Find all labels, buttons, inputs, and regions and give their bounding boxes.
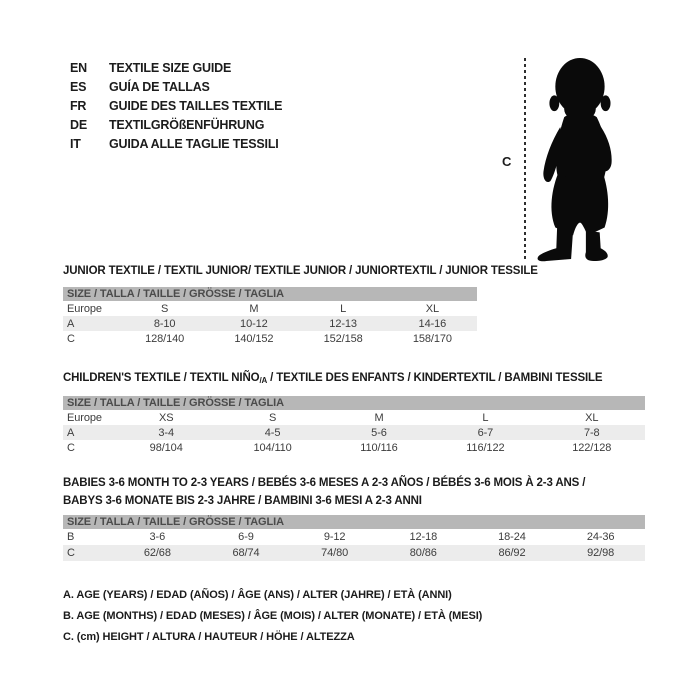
table-row — [63, 410, 645, 425]
size-cell: 98/104 — [149, 441, 183, 454]
language-code: EN — [70, 61, 87, 75]
row-label-cell: Europe — [67, 411, 102, 424]
babies-table-title — [63, 474, 645, 510]
note-age-years: A. AGE (YEARS) / EDAD (AÑOS) / ÂGE (ANS) / ALTER (JAHRE) / ETÀ (ANNI) — [63, 589, 452, 601]
size-cell: 68/74 — [232, 547, 260, 559]
babies-title-line2: BABYS 3-6 MONATE BIS 2-3 JAHRE / BAMBINI 3-6 MESI A 2-3 ANNI — [63, 495, 422, 507]
junior-table-title: JUNIOR TEXTILE / TEXTIL JUNIOR/ TEXTILE JUNIOR / JUNIORTEXTIL / JUNIOR TESSILE — [63, 265, 538, 277]
table-row — [63, 440, 645, 455]
size-cell: XL — [425, 302, 439, 315]
size-cell: M — [249, 302, 259, 315]
list-item — [70, 135, 282, 154]
size-cell: 152/158 — [323, 332, 363, 345]
language-title-list — [70, 59, 282, 154]
guide-title-es: GUÍA DE TALLAS — [109, 80, 210, 94]
note-height-cm: C. (cm) HEIGHT / ALTURA / HAUTEUR / HÖHE / ALTEZZA — [63, 631, 355, 643]
size-cell: 14-16 — [418, 317, 447, 330]
size-cell: 116/122 — [466, 441, 505, 454]
row-label-cell: A — [67, 426, 75, 439]
row-label-cell: C — [67, 332, 75, 345]
size-cell: 86/92 — [498, 547, 526, 559]
row-label-cell: C — [67, 441, 75, 454]
language-code: ES — [70, 80, 87, 94]
children-title-subscript: /A — [259, 376, 268, 385]
size-cell: 10-12 — [240, 317, 268, 330]
table-row — [63, 425, 645, 440]
size-cell: S — [161, 302, 169, 315]
size-cell: 140/152 — [234, 332, 274, 345]
language-code: DE — [70, 118, 87, 132]
size-cell: XL — [585, 411, 599, 424]
table-row — [63, 331, 477, 346]
table-row — [63, 316, 477, 331]
size-cell: 6-9 — [238, 531, 254, 543]
table-row — [63, 529, 645, 545]
size-cell: S — [268, 411, 277, 424]
size-header-bar: SIZE / TALLA / TAILLE / GRÖSSE / TAGLIA — [63, 396, 645, 410]
guide-title-fr: GUIDE DES TAILLES TEXTILE — [109, 99, 283, 113]
size-header-bar: SIZE / TALLA / TAILLE / GRÖSSE / TAGLIA — [63, 515, 645, 529]
size-cell: XS — [158, 411, 174, 424]
size-cell: 158/170 — [412, 332, 452, 345]
size-cell: 24-36 — [586, 531, 615, 543]
size-cell: 3-4 — [158, 426, 174, 439]
size-cell: 62/68 — [143, 547, 171, 559]
junior-size-table — [63, 265, 538, 346]
note-age-months: B. AGE (MONTHS) / EDAD (MESES) / ÂGE (MOIS) / ALTER (MONATE) / ETÀ (MESI) — [63, 610, 483, 622]
size-cell: M — [374, 411, 384, 424]
size-cell: 3-6 — [149, 531, 166, 543]
size-cell: 12-18 — [409, 531, 438, 543]
language-code: IT — [70, 137, 81, 151]
height-marker-label: C — [502, 154, 512, 169]
size-cell: 110/116 — [360, 441, 398, 454]
children-table-title — [63, 372, 645, 387]
size-cell: 18-24 — [498, 531, 526, 543]
size-cell: 7-8 — [583, 426, 600, 439]
list-item — [70, 97, 282, 116]
size-cell: 80/86 — [409, 547, 437, 559]
children-size-table — [63, 372, 645, 455]
language-code: FR — [70, 99, 87, 113]
size-cell: 104/110 — [253, 441, 292, 454]
row-label-cell: C — [67, 547, 75, 559]
legend-notes — [63, 585, 482, 648]
height-measure-dashed-line — [524, 58, 526, 260]
size-cell: 8-10 — [153, 317, 176, 330]
list-item — [70, 59, 282, 78]
row-label-cell: A — [67, 317, 75, 330]
table-row — [63, 545, 645, 561]
guide-title-de: TEXTILGRÖßENFÜHRUNG — [109, 118, 265, 132]
size-cell: 6-7 — [477, 426, 494, 439]
size-cell: 122/128 — [572, 441, 612, 454]
size-cell: 128/140 — [145, 332, 185, 345]
children-title-suffix: / TEXTILE DES ENFANTS / KINDERTEXTIL / BAMBINI TESSILE — [267, 372, 603, 384]
size-cell: 74/80 — [321, 547, 349, 559]
children-title-prefix: CHILDREN'S TEXTILE / TEXTIL NIÑO — [63, 372, 260, 384]
guide-title-en: TEXTILE SIZE GUIDE — [109, 61, 232, 75]
size-header-bar: SIZE / TALLA / TAILLE / GRÖSSE / TAGLIA — [63, 287, 477, 301]
size-cell: 12-13 — [329, 317, 357, 330]
size-cell: 4-5 — [264, 426, 281, 439]
babies-title-line1: BABIES 3-6 MONTH TO 2-3 YEARS / BEBÉS 3-6 MESES A 2-3 AÑOS / BÉBÉS 3-6 MOIS À 2-3 ANS / — [63, 477, 586, 489]
size-cell: 92/98 — [587, 547, 615, 559]
toddler-silhouette-image — [533, 55, 623, 262]
row-label-cell: B — [67, 531, 75, 543]
guide-title-it: GUIDA ALLE TAGLIE TESSILI — [109, 137, 279, 151]
size-cell: L — [482, 411, 489, 424]
list-item — [70, 78, 282, 97]
table-row — [63, 301, 477, 316]
list-item — [70, 116, 282, 135]
size-cell: 9-12 — [323, 531, 346, 543]
size-cell: L — [340, 302, 347, 315]
row-label-cell: Europe — [67, 302, 102, 315]
size-cell: 5-6 — [371, 426, 387, 439]
babies-size-table — [63, 474, 645, 561]
